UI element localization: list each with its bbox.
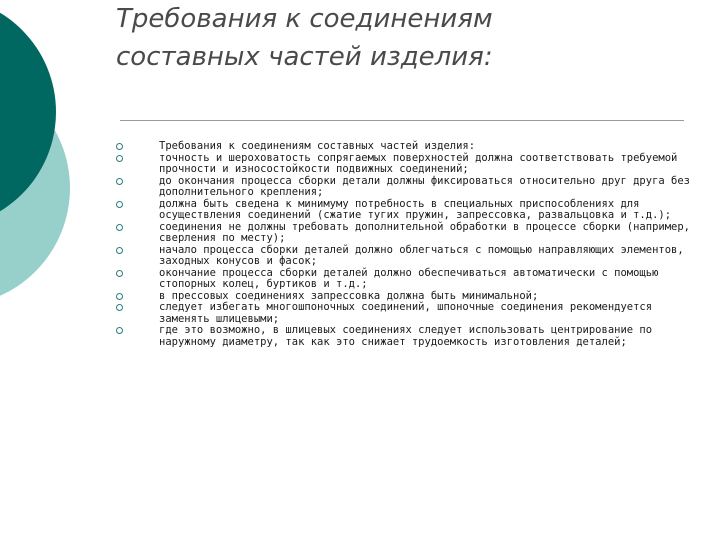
- list-item-text: соединения не должны требовать дополнительной обработки в процессе сборки (например, сверления по месту);: [159, 220, 691, 244]
- list-item-text: в прессовых соединениях запрессовка должна быть минимальной;: [159, 289, 539, 302]
- list-item-text: следует избегать многошпоночных соединений, шпоночные соединения рекомендуется заменять шлицевыми;: [159, 301, 653, 325]
- bullet-circle-icon: [116, 224, 123, 231]
- bullet-circle-icon: [116, 247, 123, 254]
- bullet-circle-icon: [116, 293, 123, 300]
- title-line-2: составных частей изделия:: [116, 42, 493, 72]
- bullet-circle-icon: [116, 270, 123, 277]
- list-item-text: где это возможно, в шлицевых соединениях следует использовать центрирование по наружному диаметру, так как это снижает трудоемкость изготовления деталей;: [159, 324, 653, 348]
- title-line-1: Требования к соединениям: [116, 4, 493, 34]
- title-divider: [120, 120, 684, 121]
- list-item: [116, 222, 691, 245]
- list-item: [116, 176, 691, 199]
- list-item: [116, 199, 691, 222]
- list-item: [116, 268, 691, 291]
- list-item-text: начало процесса сборки деталей должно облегчаться с помощью направляющих элементов, заходных конусов и фасок;: [159, 243, 684, 267]
- list-item: [116, 325, 691, 348]
- bullet-circle-icon: [116, 155, 123, 162]
- list-item: [116, 245, 691, 268]
- list-item-text: должна быть сведена к минимуму потребность в специальных приспособлениях для осуществления соединений (сжатие тугих пружин, запрессовка, развальцовка и т.д.);: [159, 197, 672, 221]
- decorative-circles: [0, 0, 110, 300]
- bullet-circle-icon: [116, 304, 123, 311]
- list-item-text: до окончания процесса сборки детали должны фиксироваться относительно друг друга без дополнительного крепления;: [159, 174, 691, 198]
- list-item: [116, 153, 691, 176]
- list-item: [116, 302, 691, 325]
- list-item-text: окончание процесса сборки деталей должно обеспечиваться автоматически с помощью стопорных колец, буртиков и т.д.;: [159, 266, 659, 290]
- bullet-circle-icon: [116, 143, 123, 150]
- list-item-text: Требования к соединениям составных частей изделия:: [159, 140, 476, 152]
- page-title: [116, 0, 696, 76]
- bullet-circle-icon: [116, 178, 123, 185]
- bullet-circle-icon: [116, 327, 123, 334]
- bullet-circle-icon: [116, 201, 123, 208]
- requirements-list: [116, 141, 691, 348]
- list-item-text: точность и шероховатость сопрягаемых поверхностей должна соответствовать требуемой прочности и износостойкости подвижных соединений;: [159, 151, 678, 175]
